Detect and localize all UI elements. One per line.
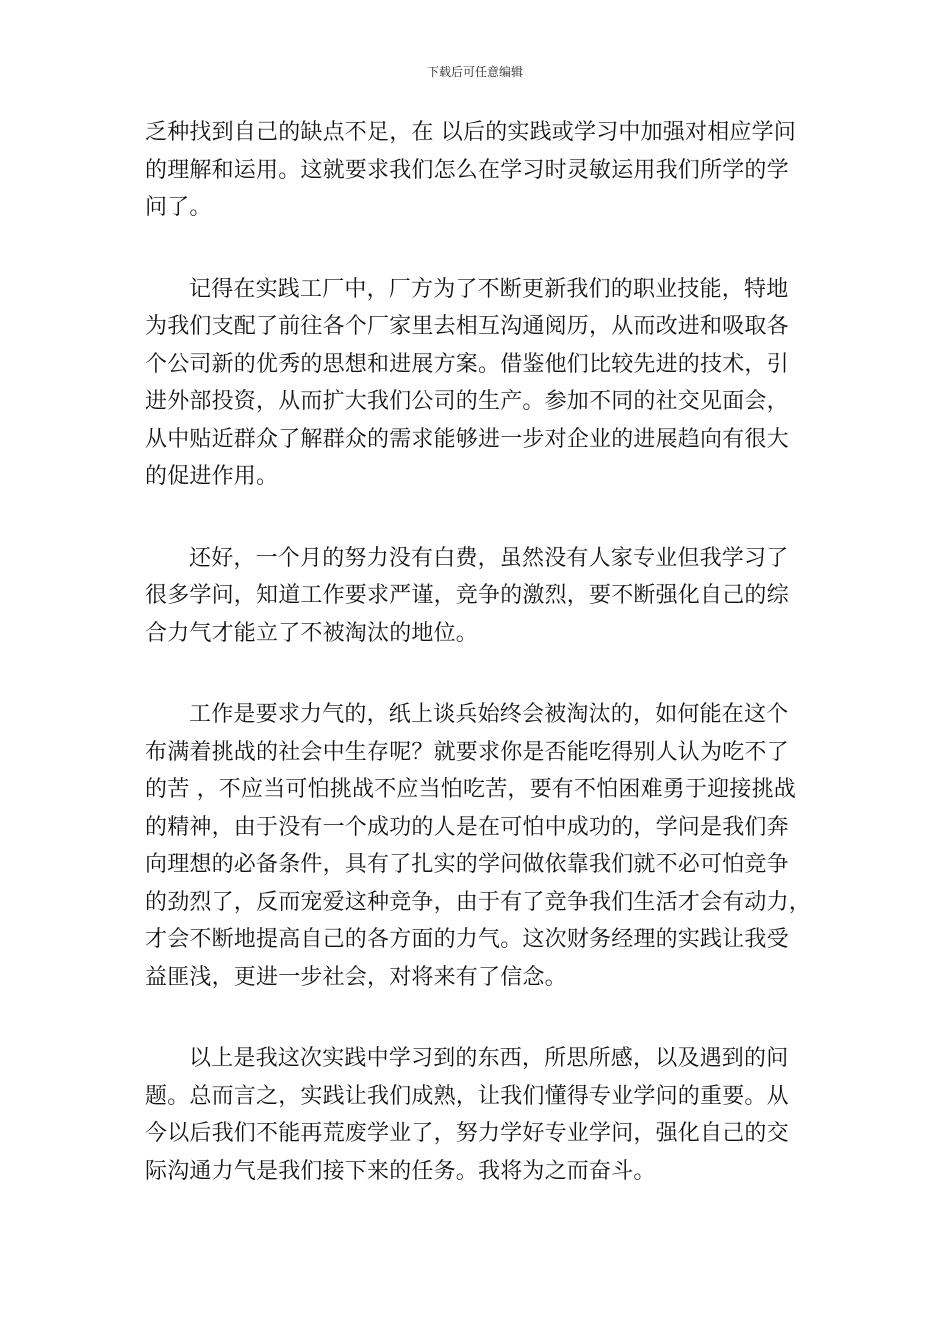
paragraph-line: 以上是我这次实践中学习到的东西，所思所感，以及遇到的问	[189, 1046, 789, 1071]
paragraph-line: 进外部投资，从而扩大我们公司的生产。参加不同的社交见面会，	[145, 389, 789, 414]
page-header-note: 下载后可任意编辑	[426, 65, 523, 79]
paragraph-4	[145, 696, 825, 996]
paragraph-line: 很多学问，知道工作要求严谨，竞争的激烈，要不断强化自己的综	[145, 583, 789, 608]
paragraph-3	[145, 540, 825, 653]
paragraph-line: 工作是要求力气的，纸上谈兵始终会被淘汰的，如何能在这个	[189, 702, 789, 727]
paragraph-line: 的促进作用。	[145, 464, 279, 489]
paragraph-line: 益匪浅，更进一步社会，对将来有了信念。	[145, 964, 567, 990]
paragraph-line: 记得在实践工厂中，厂方为了不断更新我们的职业技能，特地	[189, 276, 789, 302]
document-body	[145, 114, 825, 1234]
paragraph-line: 的理解和运用。这就要求我们怎么在学习时灵敏运用我们所学的学	[145, 157, 789, 183]
paragraph-line: 向理想的必备条件，具有了扎实的学问做依靠我们就不必可怕竞争	[145, 852, 789, 877]
paragraph-line: 际沟通力气是我们接下来的任务。我将为之而奋斗。	[145, 1158, 656, 1184]
paragraph-line: 个公司新的优秀的思想和进展方案。借鉴他们比较先进的技术，引	[145, 351, 789, 377]
paragraph-1	[145, 114, 825, 227]
paragraph-line: 布满着挑战的社会中生存呢？就要求你是否能吃得别人认为吃不了	[145, 739, 789, 765]
paragraph-line: 的精神，由于没有一个成功的人是在可怕中成功的，学问是我们奔	[145, 814, 789, 840]
paragraph-line: 题。总而言之，实践让我们成熟，让我们懂得专业学问的重要。从	[145, 1083, 789, 1109]
paragraph-line: 为我们支配了前往各个厂家里去相互沟通阅历，从而改进和吸取各	[145, 314, 789, 339]
paragraph-line: 还好，一个月的努力没有白费，虽然没有人家专业但我学习了	[189, 545, 789, 571]
paragraph-line: 乏种找到自己的缺点不足，在 以后的实践或学习中加强对相应学问	[145, 120, 796, 145]
paragraph-2	[145, 271, 825, 496]
paragraph-5	[145, 1040, 825, 1190]
paragraph-line: 才会不断地提高自己的各方面的力气。这次财务经理的实践让我受	[145, 927, 789, 952]
paragraph-line: 合力气才能立了不被淘汰的地位。	[145, 620, 479, 646]
paragraph-line: 从中贴近群众了解群众的需求能够进一步对企业的进展趋向有很大	[145, 426, 789, 452]
paragraph-line: 的劲烈了，反而宠爱这种竞争，由于有了竞争我们生活才会有动力，	[145, 889, 812, 915]
paragraph-line: 今以后我们不能再荒废学业了，努力学好专业学问，强化自己的交	[145, 1121, 789, 1146]
paragraph-line: 问了。	[145, 195, 212, 220]
paragraph-line: 的苦 ，不应当可怕挑战不应当怕吃苦，要有不怕困难勇于迎接挑战	[145, 777, 796, 802]
